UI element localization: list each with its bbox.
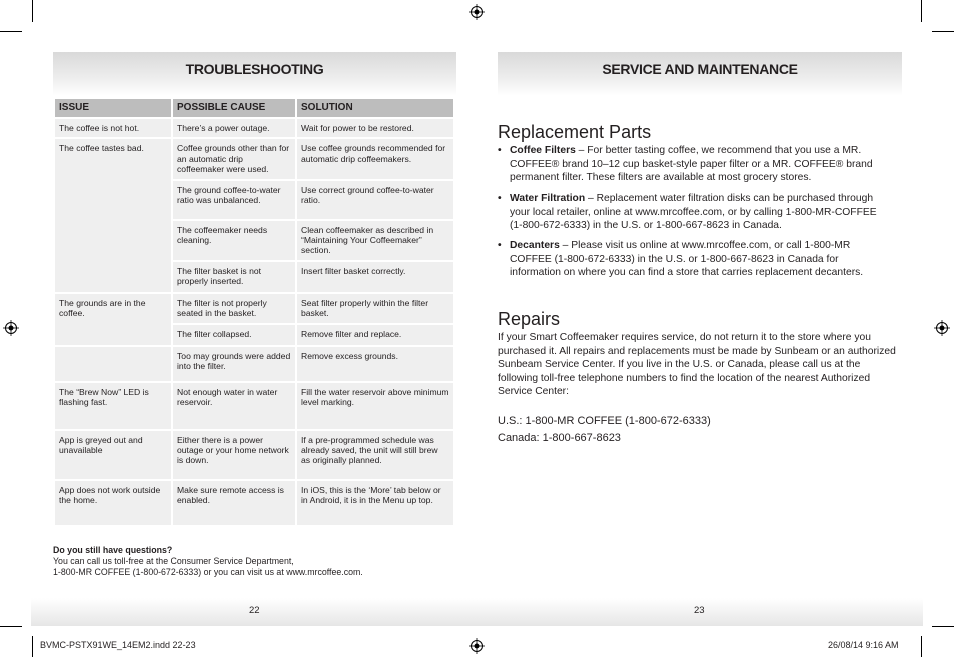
solution-cell: Clean coffeemaker as described in “Maintaining Your Coffeemaker” section. [297, 221, 453, 260]
section-title-service: SERVICE AND MAINTENANCE [602, 61, 798, 77]
section-title-troubleshooting: TROUBLESHOOTING [185, 61, 324, 77]
solution-cell: Remove excess grounds. [297, 347, 453, 381]
questions-title: Do you still have questions? [53, 545, 173, 555]
cause-cell: The filter basket is not properly inserted. [173, 262, 295, 292]
bullet-body: – Replacement water filtration disks can be purchased through your local retailer, online at www.mrcoffee.com, or by calling 1-800-MR-COFFEE (1-800-672-6333) in the U.S. or 1-800-667-8623 in Canada. [510, 193, 877, 232]
cause-cell: The filter is not properly seated in the basket. [173, 294, 295, 323]
cause-cell: The ground coffee-to-water ratio was unbalanced. [173, 181, 295, 219]
repairs-heading: Repairs [498, 309, 561, 329]
questions-line-2: 1-800-MR COFFEE (1-800-672-6333) or you can visit us at www.mrcoffee.com. [53, 567, 363, 577]
registration-mark-icon [934, 320, 950, 336]
page-number-right: 23 [694, 605, 705, 616]
us-phone: U.S.: 1-800-MR COFFEE (1-800-672-6333) [498, 415, 711, 427]
bullet-label: Water Filtration [510, 193, 586, 204]
registration-mark-icon [3, 320, 19, 336]
issue-cell: The grounds are in the coffee. [55, 294, 171, 345]
bullet-label: Coffee Filters [510, 145, 576, 156]
table-header-row [55, 99, 453, 117]
crop-mark [921, 0, 922, 22]
bullet-decanters [498, 239, 878, 280]
table-row [55, 383, 453, 429]
solution-cell: Wait for power to be restored. [297, 119, 453, 137]
issue-cell: The coffee is not hot. [55, 119, 171, 137]
table-row [55, 294, 453, 323]
column-header-cause: POSSIBLE CAUSE [173, 99, 295, 117]
bullet-water-filtration [498, 192, 878, 233]
solution-cell: Use coffee grounds recommended for automatic drip coffeemakers. [297, 139, 453, 178]
page-number-left: 22 [249, 605, 260, 616]
bullet-coffee-filters [498, 144, 878, 185]
column-header-issue: ISSUE [55, 99, 171, 117]
crop-mark [932, 31, 954, 32]
slug-datetime: 26/08/14 9:16 AM [828, 640, 899, 650]
registration-mark-icon [469, 4, 485, 20]
solution-cell: In iOS, this is the ‘More’ tab below or in Android, it is in the Menu up top. [297, 481, 453, 525]
canada-phone: Canada: 1-800-667-8623 [498, 432, 621, 444]
bullet-label: Decanters [510, 240, 560, 251]
table-row [55, 139, 453, 178]
bullet-text [510, 192, 878, 233]
solution-cell: Insert filter basket correctly. [297, 262, 453, 292]
troubleshooting-table [53, 97, 455, 527]
bullet-dot: • [498, 240, 502, 251]
table-row [55, 119, 453, 137]
bullet-body: – Please visit us online at www.mrcoffee.com, or call 1-800-MR COFFEE (1-800-672-6333) in the U.S. or 1-800-667-8623 in Canada for information on where you can find a store that carries replacement decanters. [510, 240, 864, 279]
solution-cell: Seat filter properly within the filter basket. [297, 294, 453, 323]
bullet-body: – For better tasting coffee, we recommend that you use a MR. COFFEE® brand 10–12 cup basket-style paper filter or a MR. COFFEE® brand permanent filter. These filters are available at most grocery stores. [510, 145, 873, 184]
solution-cell: Use correct ground coffee-to-water ratio. [297, 181, 453, 219]
solution-cell: Remove filter and replace. [297, 325, 453, 345]
crop-mark [32, 0, 33, 22]
bullet-text [510, 239, 878, 280]
cause-cell: Not enough water in water reservoir. [173, 383, 295, 429]
cause-cell: Too may grounds were added into the filter. [173, 347, 295, 381]
slug-filename: BVMC-PSTX91WE_14EM2.indd 22-23 [40, 640, 196, 650]
cause-cell: Coffee grounds other than for an automatic drip coffeemaker were used. [173, 139, 295, 178]
cause-cell: Make sure remote access is enabled. [173, 481, 295, 525]
cause-cell: The filter collapsed. [173, 325, 295, 345]
repairs-paragraph: If your Smart Coffeemaker requires service, do not return it to the store where you purchased it. All repairs and replacements must be made by Sunbeam or an authorized Sunbeam Service Center. If you live in the U.S. or Canada, please call us at the following toll-free telephone numbers to find the location of the nearest Authorized Service Center: [498, 332, 896, 398]
crop-mark [0, 31, 22, 32]
crop-mark [921, 636, 922, 657]
bullet-dot: • [498, 145, 502, 156]
replacement-parts-heading: Replacement Parts [498, 122, 652, 142]
issue-cell: App is greyed out and unavailable [55, 431, 171, 479]
crop-mark [0, 626, 22, 627]
issue-cell: The “Brew Now” LED is flashing fast. [55, 383, 171, 429]
crop-mark [32, 636, 33, 657]
service-header-band [498, 52, 902, 96]
footer-band [31, 598, 923, 626]
table-row [55, 431, 453, 479]
table-row [55, 347, 453, 381]
table-row [55, 481, 453, 525]
bullet-dot: • [498, 193, 502, 204]
solution-cell: Fill the water reservoir above minimum level marking. [297, 383, 453, 429]
crop-mark [932, 626, 954, 627]
bullet-text [510, 144, 878, 185]
issue-cell: The coffee tastes bad. [55, 139, 171, 291]
cause-cell: There’s a power outage. [173, 119, 295, 137]
issue-cell [55, 347, 171, 381]
questions-line-1: You can call us toll-free at the Consumer Service Department, [53, 556, 294, 566]
registration-mark-icon [469, 638, 485, 654]
cause-cell: The coffeemaker needs cleaning. [173, 221, 295, 260]
issue-cell: App does not work outside the home. [55, 481, 171, 525]
troubleshooting-header-band [53, 52, 456, 96]
solution-cell: If a pre-programmed schedule was already saved, the unit will still brew as originally planned. [297, 431, 453, 479]
cause-cell: Either there is a power outage or your home network is down. [173, 431, 295, 479]
column-header-solution: SOLUTION [297, 99, 453, 117]
